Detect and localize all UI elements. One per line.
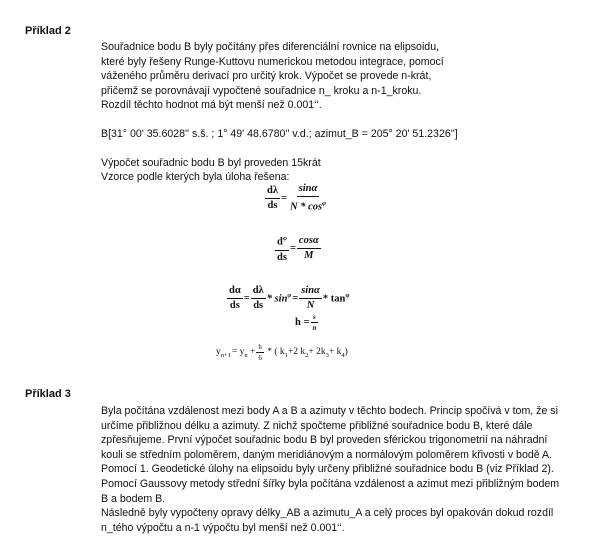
text-line: které byly řešeny Runge-Kuttovu numerickou metodou integrace, pomocí [101,55,444,68]
frac-den: N * $\cos^\varphi$ [289,200,326,213]
formula-dphi: $\frac{d^\varphi}{ds}$ = $\frac{\cos\alpha}{M}$ [277,234,319,263]
text-line: Souřadnice bodu B byly počítány přes diferenciální rovnice na elipsoidu, [101,41,440,53]
frac-den: ds [229,300,240,311]
text-line: váženého průměru derivací pro určitý krok. Výpočet se provede n-krát, [101,70,432,83]
computation-count: Výpočet souřadnic bodu B byl proveden 15krát [101,157,321,169]
text-line: určíme přibližnou délku a azimuty. Z nichž spočteme přibližné souřadnice bodu B, které dále [101,419,533,432]
frac-num: $d^\varphi$ [275,233,289,251]
example2-heading: Příklad 2 [25,25,71,37]
frac-num: dλ [265,185,280,199]
frac-num: sinα [299,285,322,299]
text-line: n_tého výpočtu a n-1 výpočtu byl menší než 0.001‘‘. [101,521,345,534]
text-line: Následně byly vypočteny opravy délky_AB a azimutu_A a celý proces byl opakován dokud rozdíl [101,507,554,520]
text-line: kouli se středním poloměrem, daným meridiánovým a normálovým poloměrem křivosti v bodě A. [101,448,552,461]
text-line: Rozdíl těchto hodnot má být menší než 0.001‘‘. [101,99,322,112]
frac-den: ds [253,300,264,311]
text-line: B a bodem B. [101,492,166,505]
frac-num: cosα [297,235,321,249]
frac-num: h [258,343,262,351]
formula-dlambda: $\frac{d\lambda}{ds}$ = $\frac{\sin\alpha}{N * \cos^\varphi}$ [267,183,326,213]
formula-dalpha: $\frac{d\alpha}{ds}$ = $\frac{d\lambda}{ds}$ * $\sin^\varphi$ = $\frac{\sin\alpha}{N}$ * $\tan^\varphi$ [229,285,350,311]
text-line: Byla počítána vzdálenost mezi body A a B a azimuty v těchto bodech. Princip spočívá v tom, že si [101,405,558,417]
frac-num: s [313,313,316,321]
formulas-intro: Vzorce podle kterých byla úloha řešena: [101,171,290,183]
text-line: přičemž se porovnávají vypočtené souřadnice n_ kroku a n-1_kroku. [101,84,422,97]
coordinates-line: B[31° 00' 35.6028'' s.š. ; 1° 49' 48.6780'' v.d.; azimut_B = 205° 20' 51.2326''] [101,128,458,140]
example2-paragraph [101,40,444,113]
text-line: Pomocí 1. Geodetické úlohy na elipsoidu byly určeny přibližné souřadnice bodu B (viz Příklad 2). [101,463,554,476]
frac-num: dα [227,285,243,299]
frac-den: N [306,300,315,311]
frac-den: n [312,324,317,332]
formula-step [295,313,318,332]
frac-den: ds [267,199,278,211]
frac-den: 6 [258,354,262,362]
formula-lhs: h = [295,317,310,328]
formula-runge-kutta: $y_{n+1}$ = $y_n$ + $\frac{h}{6}$ * ( $k_1+2$ $k_2+ 2k_3+ k_4$) [216,343,348,362]
example3-paragraph [101,404,559,535]
frac-den: ds [277,251,287,263]
frac-den: M [304,249,314,261]
text-line: Pomocí Gaussovy metody střední šířky byla počítána vzdálenost a azimut mezi přibližným bodem [101,477,560,490]
example3-heading: Příklad 3 [25,388,71,400]
frac-num: dλ [251,285,266,299]
text-line: zpřesňujeme. První výpočet souřadnic bodu B byl proveden sférickou trigonometrií na náhradní [101,434,548,447]
frac-num: sinα [297,183,320,197]
